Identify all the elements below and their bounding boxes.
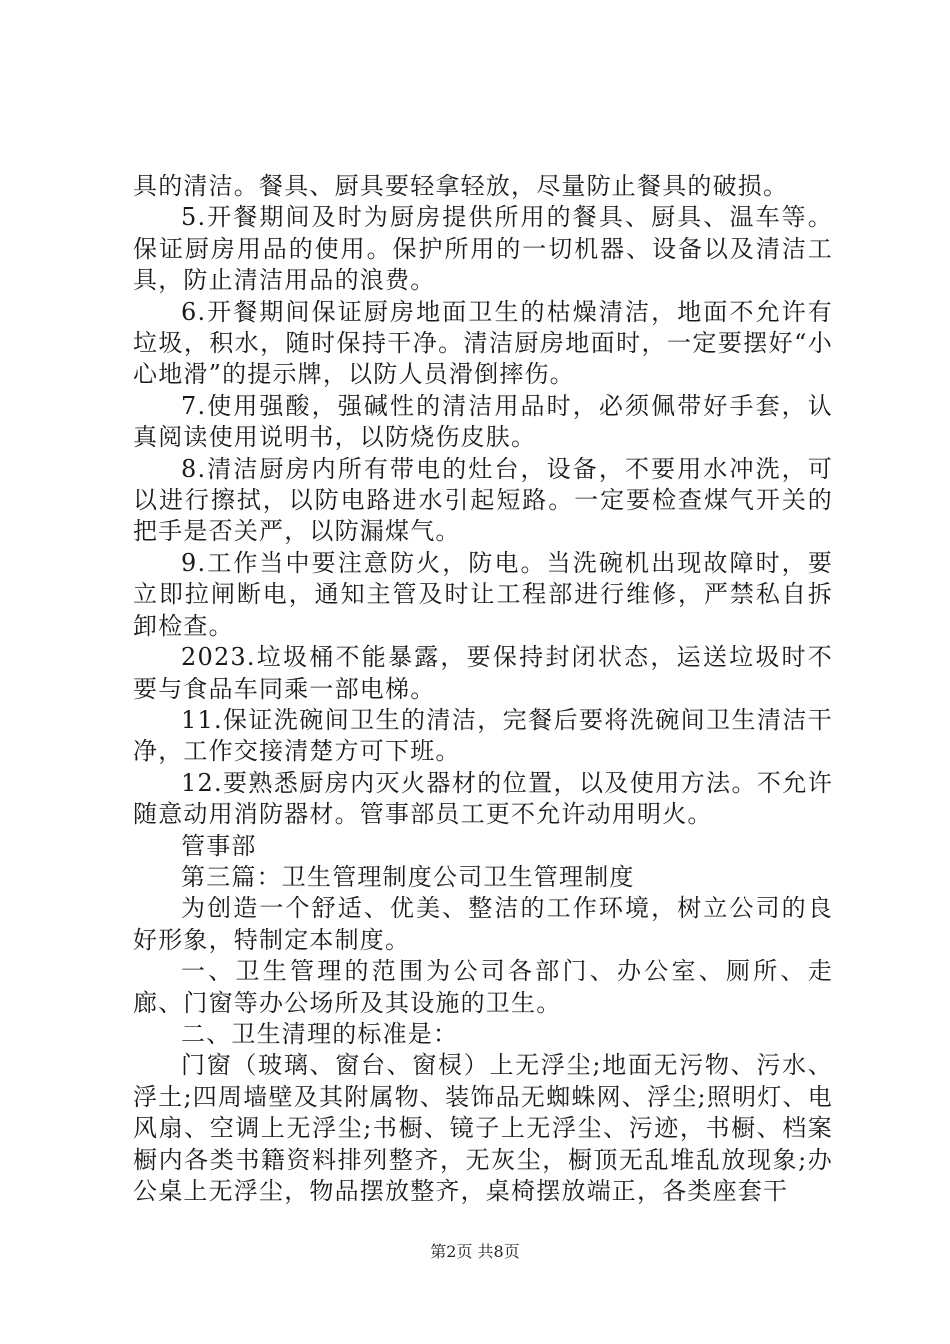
paragraph-standard-heading: 二、卫生清理的标准是： [181,1019,459,1048]
paragraph-continuation: 具的清洁。餐具、厨具要轻拿轻放，尽量防止餐具的破损。 [133,172,789,200]
paragraph-item-12: 12.要熟悉厨房内灭火器材的位置，以及使用方法。不允许随意动用消防器材。管事部员工更不允许动用明火。 [133,768,833,829]
department-signature: 管事部 [181,831,257,860]
document-body [133,171,833,1207]
paragraph-scope: 一、卫生管理的范围为公司各部门、办公室、厕所、走廊、门窗等办公场所及其设施的卫生。 [133,957,833,1017]
paragraph-item-11: 11.保证洗碗间卫生的清洁，完餐后要将洗碗间卫生清洁干净，工作交接清楚方可下班。 [133,705,833,766]
page-number-footer: 第2页 共8页 [430,1242,520,1261]
paragraph-item-5: 5.开餐期间及时为厨房提供所用的餐具、厨具、温车等。保证厨房用品的使用。保护所用的一切机器、设备以及清洁工具，防止清洁用品的浪费。 [133,203,833,295]
paragraph-intro: 为创造一个舒适、优美、整洁的工作环境，树立公司的良好形象，特制定本制度。 [133,894,833,954]
section-heading: 第三篇：卫生管理制度公司卫生管理制度 [181,862,635,891]
paragraph-item-8: 8.清洁厨房内所有带电的灶台，设备，不要用水冲洗，可以进行擦拭，以防电路进水引起短路。一定要检查煤气开关的把手是否关严，以防漏煤气。 [133,454,833,546]
paragraph-standard-details: 门窗（玻璃、窗台、窗棂）上无浮尘;地面无污物、污水、浮土;四周墙壁及其附属物、装饰品无蜘蛛网、浮尘;照明灯、电风扇、空调上无浮尘;书橱、镜子上无浮尘、污迹，书橱、档案橱内各类书籍资料排列整齐，无灰尘，橱顶无乱堆乱放现象;办公桌上无浮尘，物品摆放整齐，桌椅摆放端正，各类座套干 [133,1051,833,1205]
paragraph-item-10: 2023.垃圾桶不能暴露，要保持封闭状态，运送垃圾时不要与食品车同乘一部电梯。 [133,643,833,703]
paragraph-item-9: 9.工作当中要注意防火，防电。当洗碗机出现故障时，要立即拉闸断电，通知主管及时让工程部进行维修，严禁私自拆卸检查。 [133,548,833,640]
paragraph-item-6: 6.开餐期间保证厨房地面卫生的枯燥清洁，地面不允许有垃圾，积水，随时保持干净。清洁厨房地面时，一定要摆好“小心地滑”的提示牌，以防人员滑倒摔伤。 [133,297,833,389]
paragraph-item-7: 7.使用强酸，强碱性的清洁用品时，必须佩带好手套，认真阅读使用说明书，以防烧伤皮肤。 [133,391,833,452]
